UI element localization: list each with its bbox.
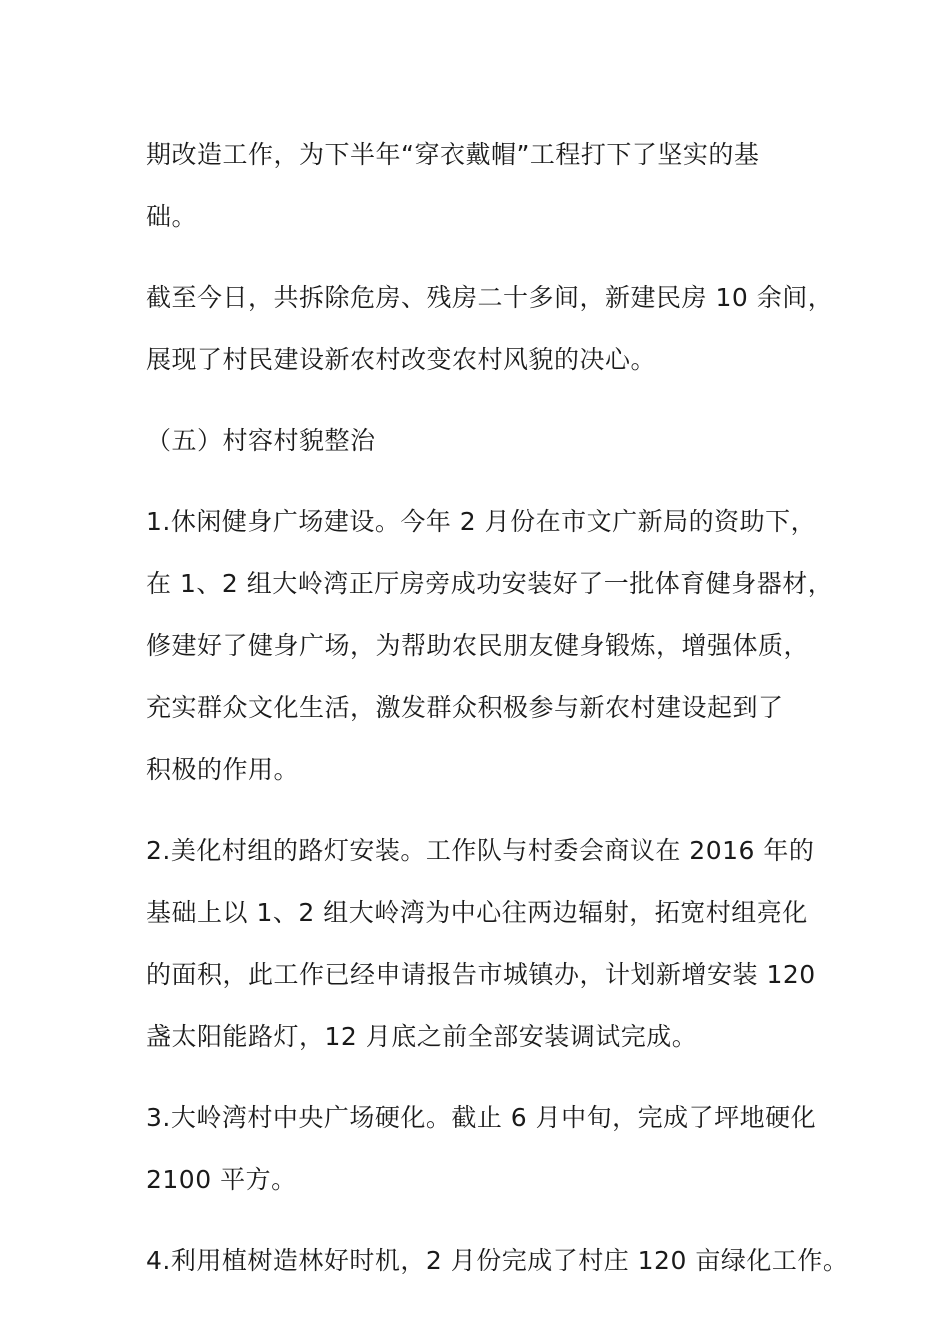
text-line: 积极的作用。 xyxy=(146,755,300,784)
text-line: 展现了村民建设新农村改变农村风貌的决心。 xyxy=(146,345,657,374)
text-line: 3.大岭湾村中央广场硬化。截止 6 月中旬，完成了坪地硬化 xyxy=(146,1103,817,1132)
text-line: 在 1、2 组大岭湾正厅房旁成功安装好了一批体育健身器材， xyxy=(146,569,834,598)
text-line: 础。 xyxy=(146,202,198,231)
paragraph-item-1 xyxy=(146,491,834,801)
text-line: 2.美化村组的路灯安装。工作队与村委会商议在 2016 年的 xyxy=(146,836,815,865)
text-line: 2100 平方。 xyxy=(146,1165,297,1194)
text-line: 期改造工作，为下半年“穿衣戴帽”工程打下了坚实的基 xyxy=(146,140,760,169)
text-line: 1.休闲健身广场建设。今年 2 月份在市文广新局的资助下， xyxy=(146,507,817,536)
heading-line: （五）村容村貌整治 xyxy=(146,426,376,455)
text-line: 盏太阳能路灯，12 月底之前全部安装调试完成。 xyxy=(146,1022,698,1051)
document-body xyxy=(146,124,849,1311)
text-line: 充实群众文化生活，激发群众积极参与新农村建设起到了 xyxy=(146,693,784,722)
text-line: 基础上以 1、2 组大岭湾为中心往两边辐射，拓宽村组亮化 xyxy=(146,898,808,927)
text-line: 修建好了健身广场，为帮助农民朋友健身锻炼，增强体质， xyxy=(146,631,810,660)
text-line: 截至今日，共拆除危房、残房二十多间，新建民房 10 余间， xyxy=(146,283,834,312)
paragraph-item-3 xyxy=(146,1087,818,1211)
paragraph-2 xyxy=(146,267,834,391)
paragraph-item-2 xyxy=(146,820,818,1068)
section-heading xyxy=(146,410,818,472)
paragraph-1 xyxy=(146,124,818,248)
paragraph-item-4 xyxy=(146,1230,849,1292)
text-line: 4.利用植树造林好时机，2 月份完成了村庄 120 亩绿化工作。 xyxy=(146,1246,849,1275)
text-line: 的面积，此工作已经申请报告市城镇办，计划新增安装 120 xyxy=(146,960,816,989)
